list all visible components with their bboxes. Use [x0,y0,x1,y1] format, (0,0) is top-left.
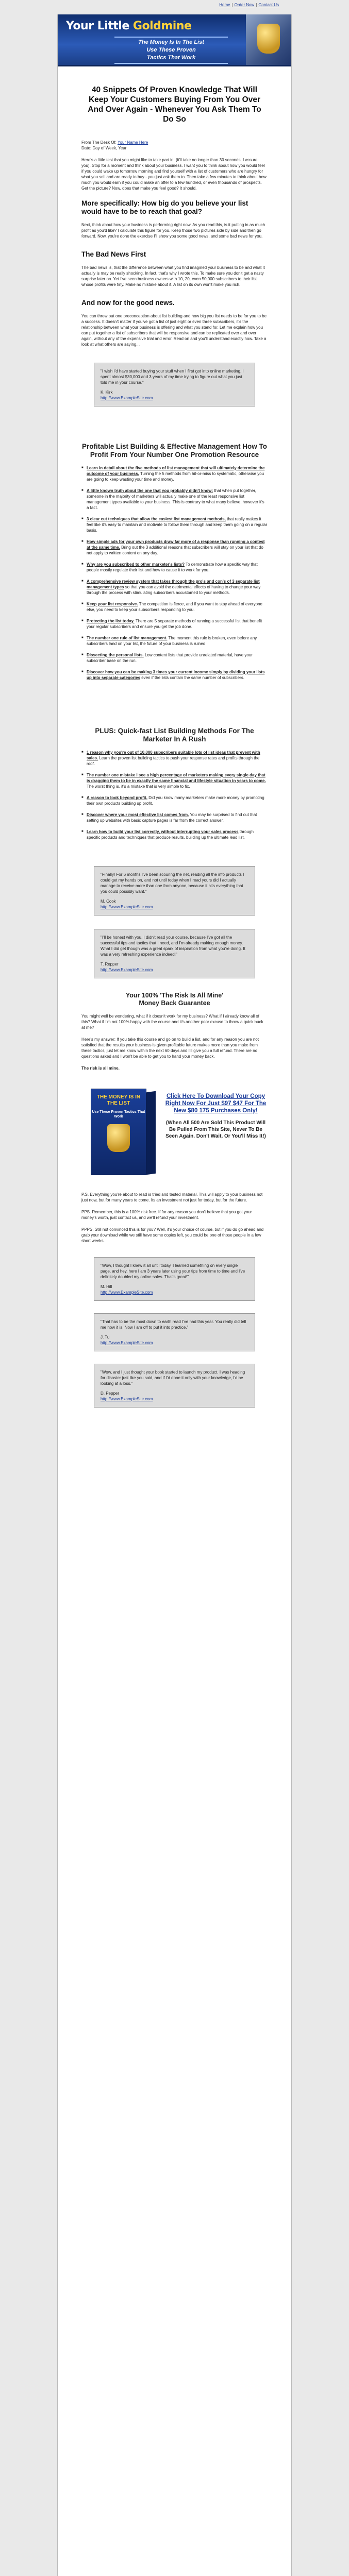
section-paragraph: You can throw out one preconception about list building and how big you list needs to be for you to be a success. It doesn't matter if you've got a list of just eight or even three subscribers, it's the relationship between what your business is offering and what you stand for. Let me explain how you can put together a list of subscribers that will be responsive and can be replicated over and over again, without any of the expensive trial and error. Read on and you'll understand exactly how. Take a look at what others are saying... [81,314,267,347]
testimonial-link[interactable]: http://www.ExampleSite.com [101,1290,153,1295]
nav-home-link[interactable]: Home [219,3,230,7]
benefit-item [81,579,268,596]
guarantee-title-line-2: Money Back Guarantee [139,999,210,1007]
benefit-item [81,516,268,533]
benefit-item [81,635,268,647]
benefit-item [81,618,268,630]
section-title: The Bad News First [81,250,146,258]
testimonial-name: T. Repper [101,962,119,967]
from-name-link[interactable]: Your Name Here [117,140,148,145]
tagline-line-1: The Money Is In The List [138,39,204,45]
benefit-lead: Learn in detail about the five methods of list management that will ultimately determine the outcome of your business. [87,466,265,476]
tagline-line-2: Use These Proven [146,47,196,53]
nav-contact-link[interactable]: Contact Us [258,3,279,7]
product-box-image [81,1084,164,1181]
benefit-text: Did you know many marketers make more money by promoting their own products building up profit. [87,795,264,806]
testimonial-quote: "I wish I'd have started buying your stuff when I first got into online marketing. I spent almost $30,000 and 3 years of my time trying to figure out what you just told me in your course." [101,369,244,385]
section-title: More specifically: How big do you believe your list would have to be to reach that goal? [81,199,248,215]
benefit-lead: Discover how you can be making 3 times your current income simply by dividing your lists up into separate categories [87,670,265,680]
benefit-text: that when put together, someone in the majority of marketers will actually make one of the least responsive list management types available to your business. This is contrary to what many believe, however it's a fact. [87,488,264,510]
benefit-lead: Protecting the list today. [87,619,135,623]
nav-separator: | [256,3,257,7]
testimonial-box [94,1364,255,1408]
section-title-centered: Profitable List Building & Effective Management How To Profit From Your Number One Promotion Resource [81,443,268,459]
testimonial-quote: "I'll be honest with you, I didn't read your course, because I've got all the successful tips and tactics that I need, and I'm already making enough money. What I did get though was a great spark of inspiration from what you're doing. It was a very refreshing experience indeed!" [101,935,245,957]
page-headline: 40 Snippets Of Proven Knowledge That Will Keep Your Customers Buying From You Over And Over Again - Whenever You Ask Them To Do So [88,86,261,124]
testimonial-box [94,866,255,916]
benefit-lead: A little known truth about the one that you probably didn't know: [87,488,213,493]
testimonial-quote: "Wow, and I just thought your book started to launch my product. I was heading for disaster just like you said, and if I'd done it only with your knowledge, I'd be looking at a loss." [101,1370,245,1386]
benefit-text: There are 5 separate methods of running a successful list that benefit your regular subscribers and ensure you get the job done. [87,619,262,629]
order-note: (When All 500 Are Sold This Product Will Be Pulled From This Site, Never To Be Seen Again. Don't Wait, Or You'll Miss It!) [165,1120,266,1139]
testimonial-box [94,363,255,406]
benefit-item [81,465,268,482]
testimonial-name: M. Cook [101,899,116,904]
testimonial-link[interactable]: http://www.ExampleSite.com [101,1341,153,1345]
order-section [81,1084,268,1181]
section-paragraph: The bad news is, that the difference between what you find imagined your business to be and what it actually is may be really shocking. In fact, that's why I wrote this. To make sure you don't get a nasty surprise later on. Yet I've seen business owners with 10, 20, even 50,000 subscribers to their list whose profits were tiny. Make no mistake about it. A list on its own won't make you rich. [81,265,265,287]
benefit-lead: Dissecting the personal lists. [87,653,144,657]
benefit-text: The moment this rule is broken, even before any subscribers land on your list, the future of your business is ruined. [87,636,257,646]
testimonial-link[interactable]: http://www.ExampleSite.com [101,968,153,972]
benefit-text: The worst thing is, it's a mistake that is very simple to fix. [87,784,190,789]
testimonial-name: M. Hill [101,1284,112,1289]
testimonial-quote: "Finally! For 6 months I've been scouring the net, reading all the info products I could get my hands on, and not until today when I read yours did I actually manage to receive more than one from anyone, because it hits everything that you could possibly want." [101,872,244,894]
nav-separator: | [231,3,233,7]
benefit-lead: The number one mistake I see a high percentage of marketers making every single day that is dragging them to be in exactly the same financial and lifestyle situation in years to come. [87,773,266,783]
header-trophy-image [246,14,291,65]
benefit-text: You may be surprised to find out that setting up websites with basic capture pages is far from the correct answer. [87,812,257,823]
benefit-text: To demonstrate how a specific way that people mostly regulate their list and how to cause it to work for you. [87,562,258,572]
benefit-text: Bring out the 3 additional reasons that subscribers will stay on your list that do not apply to written content on any day. [87,545,263,555]
from-block [81,140,268,151]
benefit-item [81,539,268,556]
benefit-lead: A reason to look beyond profit. [87,795,147,800]
guarantee-risk [81,1065,268,1071]
benefit-item [81,562,268,573]
benefit-text: Turning the 5 methods from hit-or-miss to systematic, otherwise you are going to keep wasting your time and money. [87,471,264,482]
testimonial-link[interactable]: http://www.ExampleSite.com [101,905,153,909]
benefit-item [81,829,268,840]
benefit-list [81,750,268,840]
product-box-front [91,1089,146,1175]
benefit-lead: 1 reason why you're out of 10,000 subscribers suitable lots of list ideas that prevent with sales. [87,750,260,760]
testimonial-name: K. Kirk [101,390,113,395]
page-container [57,14,292,2576]
trophy-icon [257,24,280,54]
testimonial-box [94,929,255,978]
top-nav [0,0,349,14]
main-content [58,66,291,1408]
guarantee-title-line-1: Your 100% 'The Risk Is All Mine' [125,992,224,999]
guarantee-paragraph: Here's my answer: If you take this course and go on to build a list, and for any reason you are not satisfied that the results your business is given profitable future makes more than you make from these tactics, just let me know within the next 60 days and I'll give you a full refund. There are no questions asked and I won't be able to get you to hand your money back. [81,1037,259,1059]
date-label: Date: [81,146,93,150]
benefit-list [81,465,268,681]
logo-text: Your Little [66,20,133,32]
intro-paragraph: Here's a little test that you might like to take part in. (it'll take no longer than 30 seconds, I assure you). Stop for a moment and think about your business. I want you to think about how you would feel if you could wake up tomorrow morning and find yourself with a list of customers who are hungry for what you sell and are ready to buy - you just ask them to. Then take a few minutes to think about how much you would earn if you could make an offer to a few hundred, or even thousands of prospects. Get the picture? Now, does that make you feel good? It should. [81,158,267,191]
site-logo[interactable] [66,20,191,32]
benefit-lead: 3 clear cut techniques that allow the easiest list management methods, [87,517,226,521]
tagline-line-3: Tactics That Work [146,55,196,61]
benefit-text: so that you can avoid the detrimental effects of having to change your way through the process with stimulating subscribers accustomed to your methods. [87,585,261,595]
benefit-item [81,772,268,789]
benefit-item [81,795,268,806]
guarantee-title [81,992,268,1007]
section-paragraph: Next, think about how your business is performing right now. As you read this, is it putting in as much profit as you'd like? I calculate this figure for you. Keep those two pictures side by side and then go forward. Now, you're done the exercise I'll show you some good news, and some bad news for you. [81,223,265,239]
benefit-lead: Why are you subscribed to other marketer's lists? [87,562,185,567]
header-tagline [114,37,228,64]
ppps-paragraph: PPPS. Still not convinced this is for you? Well, it's your choice of course, but if you do go ahead and grab your download while we still have some copies left, you could be one of those people in a few short weeks. [81,1227,264,1243]
benefit-text: that really makes it feel like it's easy to maintain and motivate to follow them through and keep them going on a regular basis. [87,517,268,533]
logo-text-gold: Goldmine [132,20,192,32]
benefit-lead: A comprehensive review system that takes through the pro's and con's of 3 separate list management types [87,579,260,589]
benefit-lead: How simple ads for your own products draw far more of a response than running a contest at the same time. [87,539,265,550]
ps-paragraph: P.S. Everything you're about to read is tried and tested material. This will apply to your business not just now, but for many years to come. Its an investment not just for today, but for the future. [81,1192,263,1202]
date-value: Day of Week, Year [92,146,127,150]
order-text [164,1084,268,1181]
trophy-icon [107,1124,130,1152]
pps-paragraph: PPS. Remember, this is a 100% risk free. If for any reason you don't believe that you got your money's worth, just contact us, and we'll refund your investment. [81,1210,252,1220]
testimonial-name: D. Pepper [101,1391,120,1396]
benefit-item [81,750,268,767]
testimonial-box [94,1257,255,1301]
testimonial-link[interactable]: http://www.ExampleSite.com [101,1397,153,1401]
product-box-side [146,1091,156,1175]
section-title-centered: PLUS: Quick-fast List Building Methods For The Marketer In A Rush [95,727,254,743]
benefit-item [81,812,268,823]
product-box-subtitle: Use These Proven Tactics That Work [92,1110,145,1118]
benefit-lead: Keep your list responsive. [87,602,138,606]
benefit-item [81,601,268,613]
benefit-lead: Learn how to build your list correctly, without interrupting your sales process [87,829,239,834]
benefit-item [81,669,268,681]
benefit-lead: The number one rule of list management. [87,636,168,640]
benefit-text: through specific products and techniques that produce results, building up the ultimate lead list. [87,829,254,840]
benefit-text: Low content lists that provide unrelated material, have your subscriber base on the run. [87,653,253,663]
from-label: From The Desk Of: [81,140,118,145]
benefit-text: Learn the proven list building tactics to push your response rates and profits through the roof. [87,756,260,766]
testimonial-link[interactable]: http://www.ExampleSite.com [101,396,153,400]
product-box-title: THE MONEY IS IN THE LIST [96,1094,141,1106]
benefit-item [81,488,268,511]
benefit-item [81,652,268,664]
order-download-link[interactable]: Click Here To Download Your Copy Right Now For Just $97 $47 For The New $80 175 Purchases Only! [165,1093,267,1114]
benefit-text: The competition is fierce, and if you want to stay ahead of everyone else, you need to keep your subscribers responding to you. [87,602,262,612]
testimonial-quote: "That has to be the most down to earth read I've had this year. You really did tell me how it is. Now I am off to put it into practice." [101,1319,246,1330]
testimonial-box [94,1313,255,1351]
section-title: And now for the good news. [81,299,175,307]
site-header [58,14,291,66]
testimonial-quote: "Wow, I thought I knew it all until today. I learned something on every single page, and hey, here I am 3 years later using your tips from time to time and I've definitely doubled my online sales. That's great!" [101,1263,245,1279]
guarantee-risk-text: The risk is all mine. [81,1066,120,1071]
benefit-text: even if the lists contain the same number of subscribers. [141,675,244,680]
guarantee-paragraph: You might well be wondering, what if it doesn't work for my business? What if I already know all of this? What if I'm not 100% happy with the course and it's another poor excuse to throw a quick buck at me? [81,1014,263,1030]
testimonial-name: J. Tu [101,1335,110,1340]
nav-order-link[interactable]: Order Now [234,3,255,7]
benefit-lead: Discover where your most effective list comes from. [87,812,189,817]
